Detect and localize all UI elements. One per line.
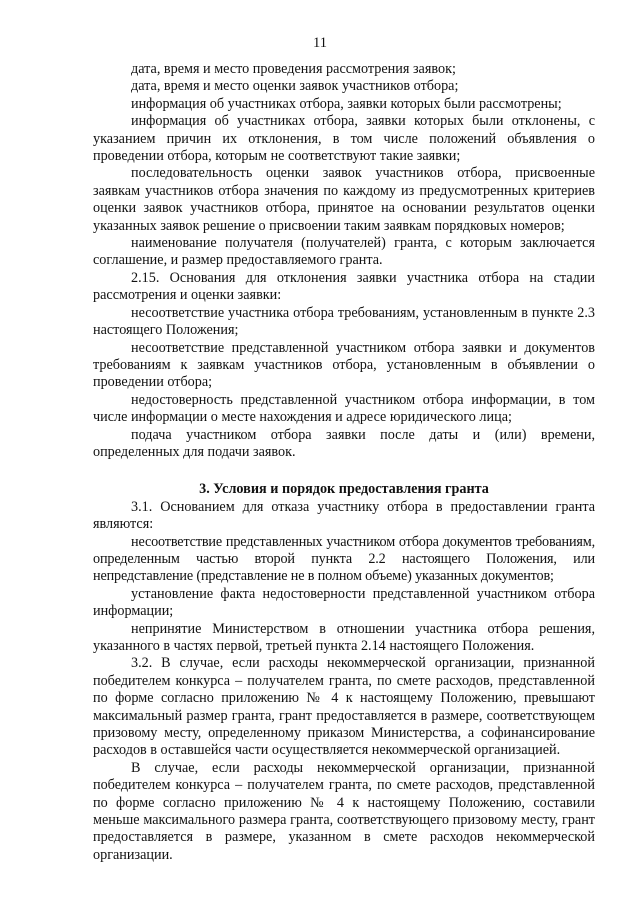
paragraph: непринятие Министерством в отношении участника отбора решения, указанного в частях первой, третьей пункта 2.14 настоящего Положения. bbox=[93, 620, 595, 654]
paragraph: несоответствие представленных участником отбора документов требованиям, определенным частью второй пункта 2.2 настоящего Положения, или непредставление (представление не в полном объеме) указанных документов; bbox=[93, 533, 595, 585]
paragraph: наименование получателя (получателей) гранта, с которым заключается соглашение, и размер предоставляемого гранта. bbox=[93, 235, 595, 269]
paragraph: недостоверность представленной участником отбора информации, в том числе информации о месте нахождения и адресе юридического лица; bbox=[93, 391, 595, 426]
paragraph: информация об участниках отбора, заявки которых были отклонены, с указанием причин их отклонения, в том числе положений объявления о проведении отбора, которым не соответствуют такие заявки; bbox=[93, 113, 595, 165]
paragraph: подача участником отбора заявки после даты и (или) времени, определенных для подачи заявок. bbox=[93, 426, 595, 460]
paragraph-2-15: 2.15. Основания для отклонения заявки участника отбора на стадии рассмотрения и оценки заявки: bbox=[93, 269, 595, 304]
paragraph: В случае, если расходы некоммерческой организации, признанной победителем конкурса – получателем гранта, по смете расходов, представленной по форме согласно приложению № 4 к настоящему Положению, составили меньше максимального размера гранта, соответствующего призовому месту, грант предоставляется в размере, указанном в смете расходов некоммерческой организации. bbox=[93, 759, 595, 863]
paragraph-3-1: 3.1. Основанием для отказа участнику отбора в предоставлении гранта являются: bbox=[93, 498, 595, 533]
page-number: 11 bbox=[313, 35, 327, 51]
paragraph: информация об участниках отбора, заявки которых были рассмотрены; bbox=[131, 95, 562, 112]
paragraph: последовательность оценки заявок участников отбора, присвоенные заявкам участников отбора значения по каждому из предусмотренных критериев оценки заявок участников отбора, принятое на основании результатов оценки указанных заявок решение о присвоении таким заявкам порядковых номеров; bbox=[93, 165, 595, 234]
document-body bbox=[93, 61, 595, 864]
paragraph: несоответствие представленной участником отбора заявки и документов требованиям к заявкам участников отбора, установленным в объявлении о проведении отбора; bbox=[93, 339, 595, 391]
paragraph: дата, время и место проведения рассмотрения заявок; bbox=[131, 61, 456, 77]
paragraph: дата, время и место оценки заявок участников отбора; bbox=[131, 78, 459, 95]
paragraph: несоответствие участника отбора требованиям, установленным в пункте 2.3 настоящего Положения; bbox=[93, 304, 595, 339]
paragraph: установление факта недостоверности представленной участником отбора информации; bbox=[93, 585, 595, 620]
paragraph-3-2: 3.2. В случае, если расходы некоммерческой организации, признанной победителем конкурса – получателем гранта, по смете расходов, представленной по форме согласно приложению № 4 к настоящему Положению, превышают максимальный размер гранта, грант предоставляется в размере, соответствующем призовому месту, определенному приказом Министерства, а софинансирование расходов в оставшейся части осуществляется некоммерческой организацией. bbox=[93, 655, 595, 759]
section-heading: 3. Условия и порядок предоставления гранта bbox=[199, 481, 489, 498]
